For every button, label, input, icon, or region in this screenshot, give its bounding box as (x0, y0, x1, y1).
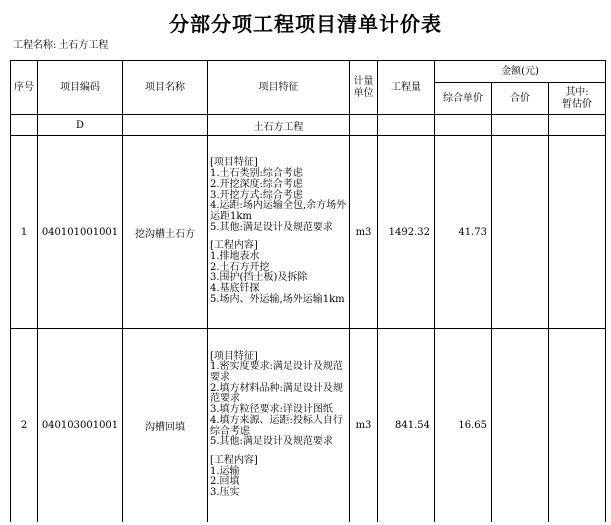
row-total (492, 136, 549, 329)
header-quantity: 工程量 (378, 61, 435, 115)
header-features: 项目特征 (208, 61, 350, 115)
row-name: 挖沟槽土石方 (123, 136, 208, 329)
header-name: 项目名称 (123, 61, 208, 115)
feature-line: 3.开挖方式:综合考虑 (210, 189, 303, 201)
feature-line: 1.密实度要求:满足设计及规范要求 (210, 361, 343, 384)
features-title: [项目特征] (210, 157, 258, 169)
content-line: 5.场内、外运输,场外运输1km (210, 293, 345, 305)
content-line: 3.围护(挡土板)及拆除 (210, 272, 308, 284)
feature-line: 1.土石类别:综合考虑 (210, 168, 303, 180)
project-name-line (11, 36, 108, 51)
header-unit-price: 综合单价 (435, 83, 492, 115)
row-unit-price: 41.73 (435, 136, 492, 329)
section-unit-price (435, 115, 492, 136)
row-unit: m3 (350, 136, 378, 329)
section-unit (350, 115, 378, 136)
row-seq: 2 (11, 329, 38, 522)
project-name-label: 工程名称: (13, 40, 57, 51)
header-provisional (549, 83, 606, 115)
header-total: 合价 (492, 83, 549, 115)
header-unit (350, 61, 378, 115)
row-seq: 1 (11, 136, 38, 329)
feature-line: 2.填方材料品种:满足设计及规范要求 (210, 382, 343, 405)
row-total (492, 329, 549, 522)
row-quantity: 841.54 (378, 329, 435, 522)
feature-line: 2.开挖深度:综合考虑 (210, 178, 303, 190)
row-provisional (549, 329, 606, 522)
row-provisional (549, 136, 606, 329)
section-name: 土石方工程 (208, 115, 350, 136)
row-unit: m3 (350, 329, 378, 522)
section-seq (11, 115, 38, 136)
feature-line: 5.其他:满足设计及规范要求 (210, 221, 333, 233)
header-unit-line-2: 单位 (353, 87, 374, 99)
section-row (11, 115, 606, 136)
content-title: [工程内容] (210, 455, 258, 466)
bill-of-quantities-table (10, 60, 606, 522)
section-quantity (378, 115, 435, 136)
feature-line: 4.填方来源、运距:投标人自行综合考虑 (210, 414, 343, 437)
feature-line: 3.填方粒径要求:详设计图纸 (210, 404, 333, 416)
table-row (11, 329, 606, 522)
content-line: 1.排地表水 (210, 251, 260, 263)
section-code: D (38, 115, 123, 136)
feature-line: 4.运距:场内运输全包,余方场外运距1km (210, 200, 347, 222)
features-title: [项目特征] (210, 350, 258, 362)
content-line: 2.土石方开挖 (210, 261, 270, 273)
table-row (11, 136, 606, 329)
header-unit-line-1: 计量 (353, 75, 374, 87)
content-line: 3.压实 (210, 487, 240, 499)
section-name-empty (123, 115, 208, 136)
header-code: 项目编码 (38, 61, 123, 115)
section-total (492, 115, 549, 136)
row-features (208, 329, 350, 522)
row-name: 沟槽回填 (123, 329, 208, 522)
content-title: [工程内容] (210, 240, 258, 252)
content-line: 1.运输 (210, 465, 240, 477)
header-provisional-line-2: 暂估价 (562, 98, 592, 110)
header-amount: 金额(元) (435, 61, 606, 83)
header-row-top (11, 61, 606, 83)
row-features (208, 136, 350, 329)
project-name-value: 土石方工程 (58, 40, 109, 51)
feature-line: 5.其他:满足设计及规范要求 (210, 436, 333, 448)
row-unit-price: 16.65 (435, 329, 492, 522)
page-title: 分部分项工程项目清单计价表 (169, 12, 442, 36)
row-quantity: 1492.32 (378, 136, 435, 329)
row-code: 040101001001 (38, 136, 123, 329)
content-line: 4.基底钎探 (210, 283, 260, 295)
section-provisional (549, 115, 606, 136)
content-line: 2.回填 (210, 476, 240, 488)
header-seq: 序号 (11, 61, 38, 115)
header-provisional-line-1: 其中: (565, 86, 589, 98)
row-code: 040103001001 (38, 329, 123, 522)
